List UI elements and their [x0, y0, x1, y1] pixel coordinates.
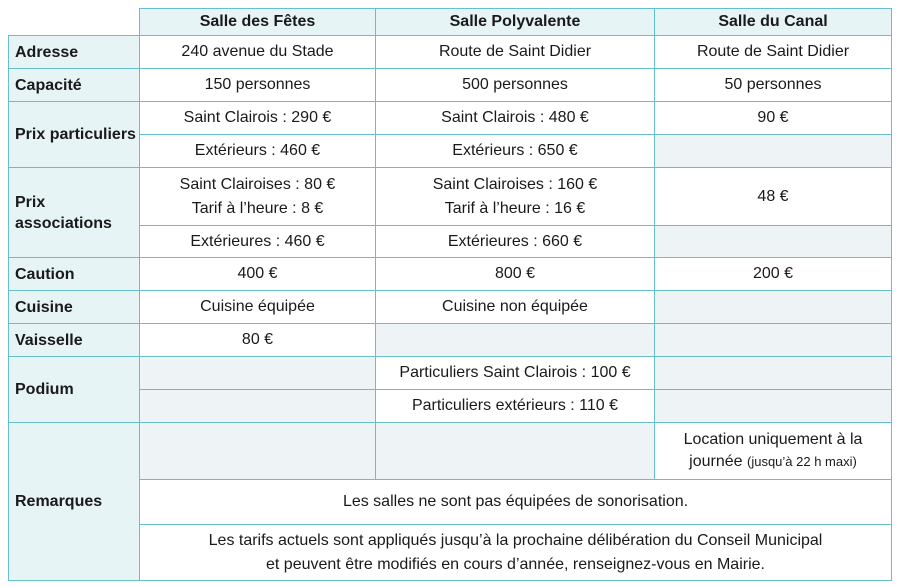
- row-podium-2: [9, 390, 892, 423]
- corner-cell: [9, 9, 140, 36]
- row-cuisine: [9, 291, 892, 324]
- prix-part-fetes-ext: Extérieurs : 460 €: [140, 135, 376, 168]
- row-prix-associations-1: [9, 168, 892, 226]
- prix-asso-polyvalente-hour-line: Tarif à l’heure : 16 €: [444, 199, 586, 217]
- row-remarques-2: [9, 480, 892, 525]
- empty-cell: [655, 357, 892, 390]
- capacite-canal: 50 personnes: [655, 69, 892, 102]
- row-prix-associations-2: [9, 226, 892, 258]
- prix-asso-fetes-hour-line: Tarif à l’heure : 8 €: [191, 199, 324, 217]
- empty-cell: [376, 324, 655, 357]
- prix-asso-polyvalente-local: [376, 168, 655, 226]
- adresse-canal: Route de Saint Didier: [655, 36, 892, 69]
- empty-cell: [655, 390, 892, 423]
- header-salle-fetes: Salle des Fêtes: [140, 9, 376, 36]
- capacite-polyvalente: 500 personnes: [376, 69, 655, 102]
- rooms-table: [8, 8, 892, 581]
- empty-cell: [655, 135, 892, 168]
- remarque-sonorisation: Les salles ne sont pas équipées de sonorisation.: [140, 480, 892, 525]
- empty-cell: [140, 390, 376, 423]
- prix-asso-canal: 48 €: [655, 168, 892, 226]
- row-remarques-3: [9, 525, 892, 581]
- row-label-prix-associations: Prix associations: [9, 168, 140, 258]
- cuisine-polyvalente: Cuisine non équipée: [376, 291, 655, 324]
- prix-asso-polyvalente-local-line: Saint Clairoises : 160 €: [432, 175, 598, 193]
- row-label-caution: Caution: [9, 258, 140, 291]
- cuisine-fetes: Cuisine équipée: [140, 291, 376, 324]
- remarque-canal: [655, 423, 892, 480]
- row-capacite: [9, 69, 892, 102]
- prix-part-canal: 90 €: [655, 102, 892, 135]
- remarque-tarifs: [140, 525, 892, 581]
- remarque-tarifs-line1: Les tarifs actuels sont appliqués jusqu’à la prochaine délibération du Conseil Municipal: [208, 531, 823, 549]
- remarque-canal-main: Location uniquement à la journée: [683, 431, 863, 470]
- row-label-cuisine: Cuisine: [9, 291, 140, 324]
- empty-cell: [376, 423, 655, 480]
- row-adresse: [9, 36, 892, 69]
- row-caution: [9, 258, 892, 291]
- row-label-vaisselle: Vaisselle: [9, 324, 140, 357]
- remarque-tarifs-line2: et peuvent être modifiés en cours d’année, renseignez-vous en Mairie.: [266, 555, 765, 573]
- vaisselle-fetes: 80 €: [140, 324, 376, 357]
- prix-asso-fetes-ext: Extérieures : 460 €: [140, 226, 376, 258]
- row-prix-particuliers-1: [9, 102, 892, 135]
- prix-part-fetes-local: Saint Clairois : 290 €: [140, 102, 376, 135]
- row-vaisselle: [9, 324, 892, 357]
- empty-cell: [140, 423, 376, 480]
- prix-asso-polyvalente-ext: Extérieures : 660 €: [376, 226, 655, 258]
- podium-polyvalente-local: Particuliers Saint Clairois : 100 €: [376, 357, 655, 390]
- adresse-fetes: 240 avenue du Stade: [140, 36, 376, 69]
- row-label-capacite: Capacité: [9, 69, 140, 102]
- row-label-adresse: Adresse: [9, 36, 140, 69]
- prix-part-polyvalente-local: Saint Clairois : 480 €: [376, 102, 655, 135]
- adresse-polyvalente: Route de Saint Didier: [376, 36, 655, 69]
- row-label-remarques: Remarques: [9, 423, 140, 581]
- row-label-podium: Podium: [9, 357, 140, 423]
- header-salle-polyvalente: Salle Polyvalente: [376, 9, 655, 36]
- row-remarques-1: [9, 423, 892, 480]
- empty-cell: [655, 291, 892, 324]
- prix-part-polyvalente-ext: Extérieurs : 650 €: [376, 135, 655, 168]
- caution-fetes: 400 €: [140, 258, 376, 291]
- row-podium-1: [9, 357, 892, 390]
- empty-cell: [655, 324, 892, 357]
- row-label-prix-particuliers: Prix particuliers: [9, 102, 140, 168]
- caution-polyvalente: 800 €: [376, 258, 655, 291]
- prix-asso-fetes-local-line: Saint Clairoises : 80 €: [179, 175, 336, 193]
- row-prix-particuliers-2: [9, 135, 892, 168]
- empty-cell: [655, 226, 892, 258]
- podium-polyvalente-ext: Particuliers extérieurs : 110 €: [376, 390, 655, 423]
- capacite-fetes: 150 personnes: [140, 69, 376, 102]
- header-salle-canal: Salle du Canal: [655, 9, 892, 36]
- prix-asso-fetes-local: [140, 168, 376, 226]
- caution-canal: 200 €: [655, 258, 892, 291]
- remarque-canal-note: (jusqu’à 22 h maxi): [747, 454, 857, 469]
- empty-cell: [140, 357, 376, 390]
- header-row: [9, 9, 892, 36]
